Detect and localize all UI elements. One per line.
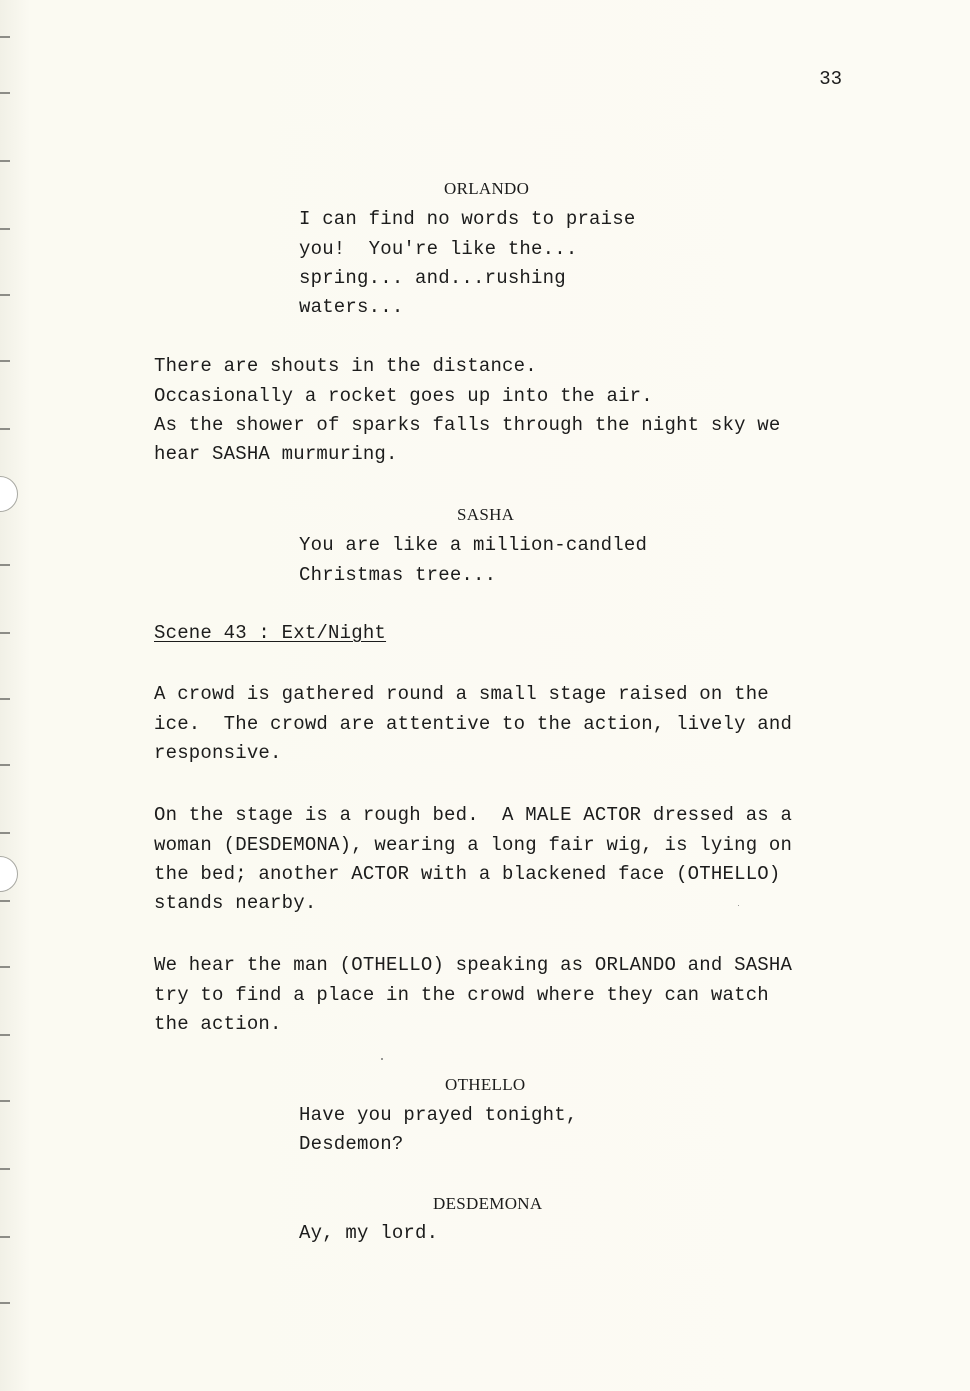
punch-hole	[0, 476, 18, 512]
action-line: the bed; another ACTOR with a blackened face (OTHELLO)	[154, 863, 781, 885]
action-line: Occasionally a rocket goes up into the air.	[154, 385, 653, 407]
binding-mark	[0, 698, 10, 700]
binding-mark	[0, 1034, 10, 1036]
binding-mark	[0, 832, 10, 834]
binding-mark	[0, 1168, 10, 1170]
binding-mark	[0, 1302, 10, 1304]
paper-speck	[381, 1058, 383, 1060]
character-cue-sasha: SASHA	[457, 505, 515, 524]
action-line: hear SASHA murmuring.	[154, 443, 398, 465]
binding-mark	[0, 900, 10, 902]
dialogue-line: You are like a million-candled	[299, 534, 648, 556]
dialogue-line: I can find no words to praise	[299, 208, 636, 230]
binding-mark	[0, 360, 10, 362]
binding-mark	[0, 564, 10, 566]
binding-mark	[0, 228, 10, 230]
binding-edge	[0, 0, 14, 1391]
action-line: try to find a place in the crowd where they can watch	[154, 984, 769, 1006]
action-line: There are shouts in the distance.	[154, 355, 537, 377]
character-cue-othello: OTHELLO	[445, 1075, 526, 1094]
binding-mark	[0, 294, 10, 296]
action-line: the action.	[154, 1013, 282, 1035]
dialogue-line: Desdemon?	[299, 1133, 404, 1155]
scene-heading: Scene 43 : Ext/Night	[154, 622, 387, 644]
binding-mark	[0, 428, 10, 430]
binding-mark	[0, 966, 10, 968]
character-cue-orlando: ORLANDO	[444, 179, 530, 198]
binding-mark	[0, 160, 10, 162]
page-number: 33	[819, 68, 842, 90]
binding-mark	[0, 632, 10, 634]
binding-mark	[0, 1236, 10, 1238]
dialogue-line: waters...	[299, 296, 404, 318]
dialogue-line: you! You're like the...	[299, 238, 578, 260]
dialogue-line: Have you prayed tonight,	[299, 1104, 578, 1126]
action-line: stands nearby.	[154, 892, 317, 914]
character-cue-desdemona: DESDEMONA	[433, 1194, 543, 1213]
action-line: responsive.	[154, 742, 282, 764]
action-line: We hear the man (OTHELLO) speaking as ORLANDO and SASHA	[154, 954, 793, 976]
action-line: As the shower of sparks falls through the night sky we	[154, 414, 781, 436]
paper-speck	[738, 905, 739, 906]
dialogue-line: Christmas tree...	[299, 564, 497, 586]
action-line: woman (DESDEMONA), wearing a long fair wig, is lying on	[154, 834, 793, 856]
binding-mark	[0, 764, 10, 766]
binding-mark	[0, 92, 10, 94]
binding-mark	[0, 1100, 10, 1102]
binding-mark	[0, 36, 10, 38]
dialogue-line: spring... and...rushing	[299, 267, 566, 289]
dialogue-line: Ay, my lord.	[299, 1222, 439, 1244]
action-line: On the stage is a rough bed. A MALE ACTOR dressed as a	[154, 804, 793, 826]
action-line: ice. The crowd are attentive to the action, lively and	[154, 713, 793, 735]
action-line: A crowd is gathered round a small stage raised on the	[154, 683, 769, 705]
punch-hole	[0, 856, 18, 892]
